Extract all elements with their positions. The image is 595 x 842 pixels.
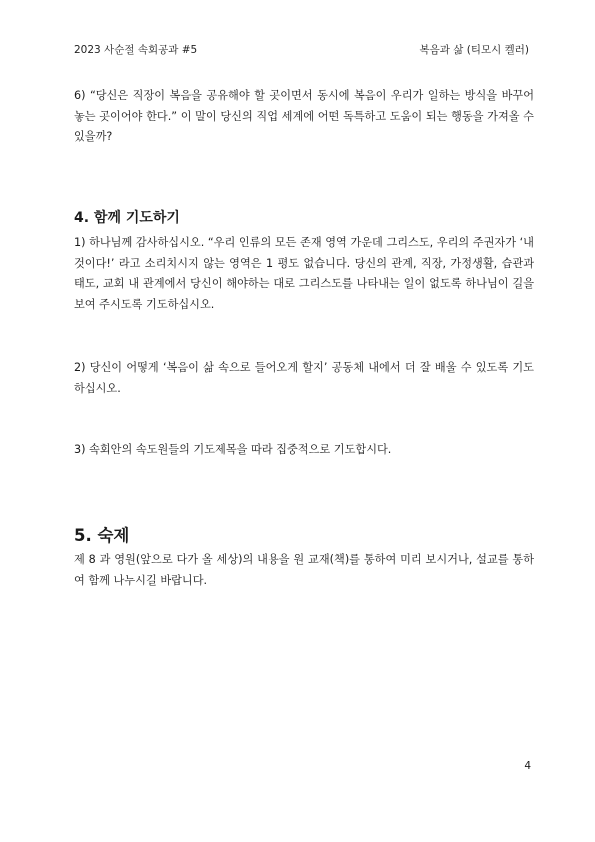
prayer-3-text: 3) 속회안의 속도원들의 기도제목을 따라 집중적으로 기도합시다. [74, 443, 392, 456]
section-4-title: 4. 함께 기도하기 [74, 210, 180, 226]
section-4-prayer-1 [74, 233, 534, 315]
header-left: 2023 사순절 속회공과 #5 [74, 44, 198, 56]
section-4-prayer-2 [74, 358, 534, 399]
homework-text: 제 8 과 영원(앞으로 다가 올 세상)의 내용을 원 교재(책)를 통하여 미리 보시거나, 설교를 통하여 함께 나누시길 바랍니다. [74, 553, 534, 587]
page-number: 4 [524, 760, 531, 772]
header-right: 복음과 삶 (티모시 켈러) [419, 44, 529, 56]
section-5 [74, 525, 534, 547]
section-5-title: 5. 숙제 [74, 526, 130, 545]
prayer-1-text: 1) 하나님께 감사하십시오. “우리 인류의 모든 존재 영역 가운데 그리스도, 우리의 주권자가 ‘내 것이다!’ 라고 소리치시지 않는 영역은 1 평도 없습니다. 당신의 관계, 직장, 가정생활, 습관과 태도, 교회 내 관계에서 당신이 해야하는 대로 그리스도를 나타내는 일이 없도록 하나님이 길을 보여 주시도록 기도하십시오. [74, 236, 534, 311]
question-6 [74, 86, 534, 148]
section-4-prayer-3 [74, 440, 534, 461]
section-5-homework [74, 550, 534, 591]
question-6-text: 6) “당신은 직장이 복음을 공유해야 할 곳이면서 동시에 복음이 우리가 일하는 방식을 바꾸어 놓는 곳이어야 한다.” 이 말이 당신의 직업 세계에 어떤 독특하고 도움이 되는 행동을 가져올 수 있을까? [74, 89, 534, 143]
prayer-2-text: 2) 당신이 어떻게 ‘복음이 삶 속으로 들어오게 할지’ 공동체 내에서 더 잘 배울 수 있도록 기도하십시오. [74, 361, 534, 395]
page-header [74, 42, 529, 57]
section-4 [74, 208, 534, 228]
